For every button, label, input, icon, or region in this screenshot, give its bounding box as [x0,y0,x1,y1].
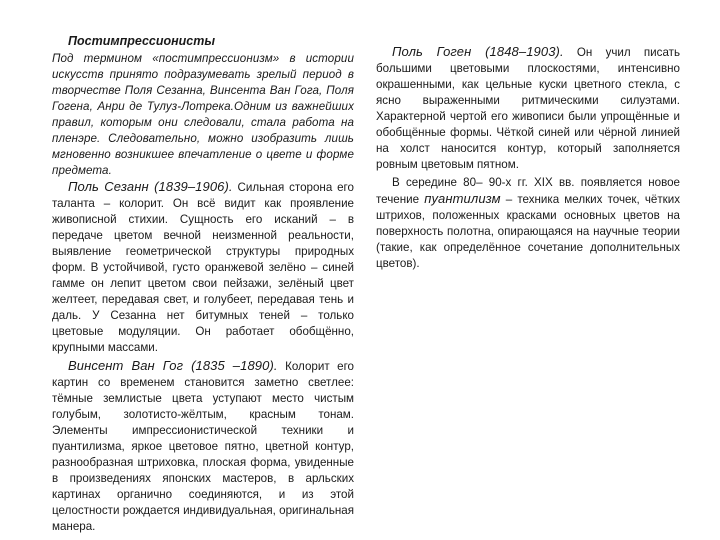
right-column [376,44,680,272]
gauguin-name: Поль Гоген (1848–1903). [392,44,564,59]
cezanne-paragraph [52,179,354,356]
vangogh-paragraph [52,358,354,535]
gauguin-text: Он учил писать большими цветовыми плоскостями, интенсивно окрашенными, как цельные куски цветного стекла, с ясно выраженными ритмическими силуэтами. Характерной чертой его живописи были упрощённые и обобщённые формы. Чёткой синей или чёрной линией на холст наносится контур, который заполняется ровным цветовым пятном. [376,46,680,171]
gauguin-paragraph [376,44,680,173]
cezanne-name: Поль Сезанн (1839–1906). [68,179,233,194]
intro-paragraph: Под термином «постимпрессионизм» в истории искусств принято подразумевать зрелый период в творчестве Поля Сезанна, Винсента Ван Гога, Поля Гогена, Анри де Тулуз-Лотрека.Одним из важнейших правил, которым они следовали, стала работа на пленэре. Следовательно, можно изобразить лишь мгновенно возникшее впечатление о цвете и форме предмета. [52,52,354,177]
cezanne-text: Сильная сторона его таланта – колорит. Он всё видит как проявление живописной стихии. Сущность его исканий – в передаче цветом вечной неизменной реальности, выявление геометрической структуры природных форм. В устойчивой, густо оранжевой зелёно – синей гамме он лепит цветом свои пейзажи, зелёный цвет желтеет, передавая свет, и голубеет, передавая тень и даль. У Сезанна нет битумных теней – только цветовые модуляции. Он работает обобщённо, крупными массами. [52,181,354,354]
pointillism-paragraph [376,175,680,272]
pointillism-term: пуантилизм [424,191,501,206]
left-column [52,34,354,535]
vangogh-text: Колорит его картин со временем становится заметно светлее: тёмные землистые цвета уступают место чистым голубым, золотисто-жёлтым, красным тонам. Элементы импрессионистической техники и пуантилизма, яркое цветовое пятно, цветной контур, разнообразная штриховка, плоская форма, увиденные в произведениях японских мастеров, в арльских картинах органично соединяются, и из этой целостности рождается индивидуальная, оригинальная манера. [52,360,354,533]
vangogh-name: Винсент Ван Гог (1835 –1890). [68,358,278,373]
pointillism-after: – техника мелких точек, чётких штрихов, положенных красками основных цветов на поверхность полотна, опирающаяся на научные теории (такие, как определённое сочетание дополнительных цветов). [376,193,680,270]
page-title: Постимпрессионисты [68,34,216,48]
pointillism-before: В середине 80– 90-х гг. XIX вв. появляется новое течение [376,176,680,206]
